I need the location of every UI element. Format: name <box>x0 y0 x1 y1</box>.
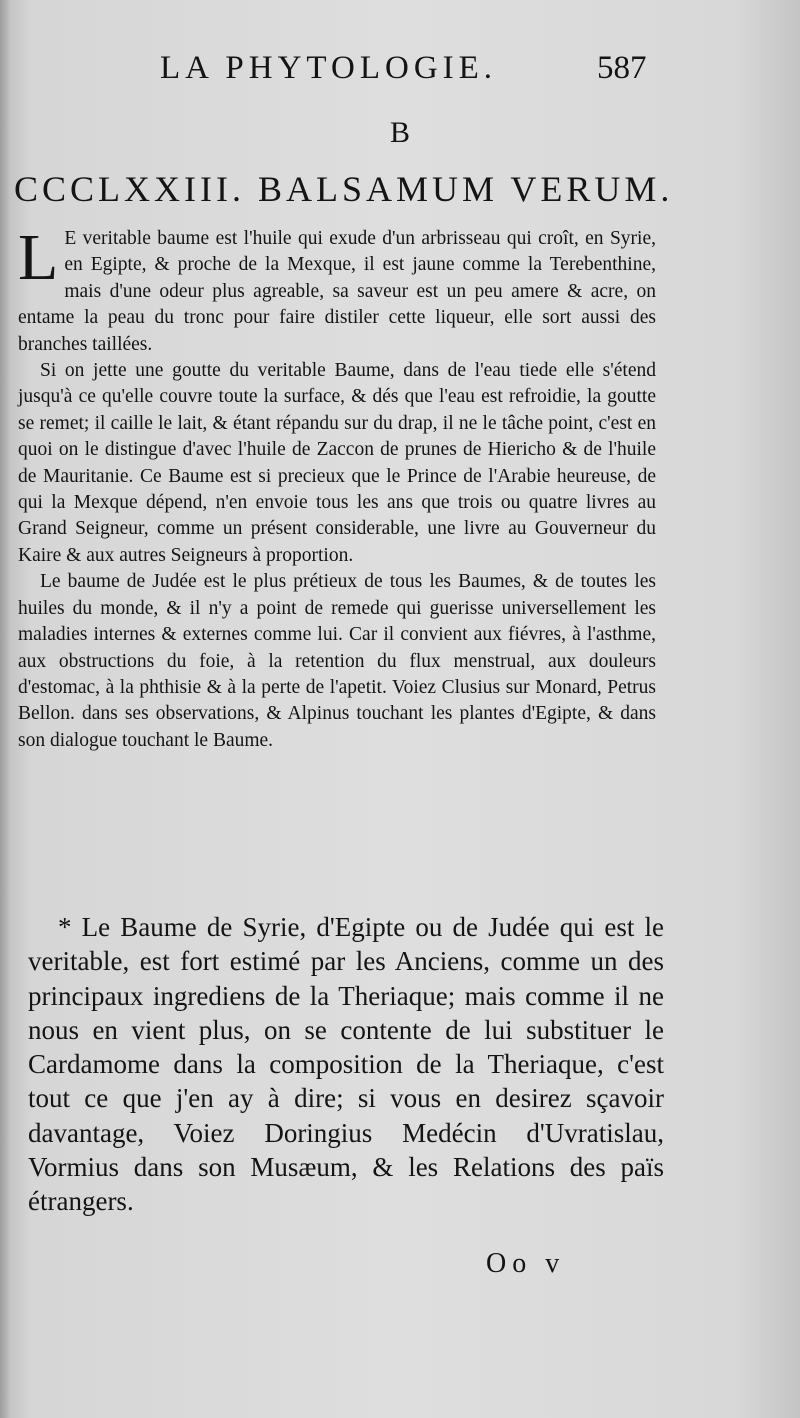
running-head <box>0 50 800 100</box>
paragraph-2: Si on jette une goutte du veritable Baume, dans de l'eau tiede elle s'étend jusqu'à ce qu'elle couvre toute la surface, & dés que l'eau est refroidie, la goutte se remet; il caille le lait, & étant répandu sur du drap, il ne le tâche point, c'est en quoi on le distingue d'avec l'huile de Zaccon de prunes de Hiericho & de l'huile de Mauritanie. Ce Baume est si precieux que le Prince de l'Arabie heureuse, de qui la Mexque dépend, n'en envoie tous les ans que trois ou quatre livres au Grand Seigneur, comme un présent considerable, une livre au Gouverneur du Kaire & aux autres Seigneurs à proportion. <box>18 360 656 566</box>
signature-mark: B <box>389 116 410 149</box>
paragraph-3: Le baume de Judée est le plus prétieux de tous les Baumes, & de toutes les huiles du monde, & il n'y a point de remede qui guerisse universellement les maladies internes & externes comme lui. Car il convient aux fiévres, à l'asthme, aux obstructions du foie, à la retention du flux menstrual, aux douleurs d'estomac, à la phthisie & à la perte de l'apetit. Voiez Clusius sur Monard, Petrus Bellon. dans ses observations, & Alpinus touchant les plantes d'Egipte, & dans son dialogue touchant le Baume. <box>18 571 656 751</box>
gutter-shadow <box>0 0 10 1418</box>
page-number: 587 <box>597 50 647 86</box>
annotation-paragraph: * Le Baume de Syrie, d'Egipte ou de Judée qui est le veritable, est fort estimé par les Anciens, comme un des principaux ingrediens de la Theriaque; mais comme il ne nous en vient plus, on se contente de lui substituer le Cardamome dans la composition de la Theriaque, c'est tout ce que j'en ay à dire; si vous en desirez sçavoir davantage, Voiez Doringius Medécin d'Uvratislau, Vormius dans son Musæum, & les Relations des païs étrangers. <box>28 912 664 1217</box>
chapter-title: CCCLXXIII. BALSAMUM VERUM. <box>14 169 674 209</box>
running-title: LA PHYTOLOGIE. <box>160 50 498 86</box>
main-text <box>18 221 656 754</box>
annotation-text <box>28 910 664 1219</box>
catchword: Oo v <box>486 1248 566 1279</box>
drop-cap: L <box>18 221 59 294</box>
paragraph-1-text: E veritable baume est l'huile qui exude d'un arbrisseau qui croît, en Syrie, en Egipte, & proche de la Mexque, il est jaune comme la Terebenthine, mais d'une odeur plus agreable, sa saveur est un peu amere & acre, on entame la peau du tronc pour faire distiler cette liqueur, elle sort aussi des branches taillées. <box>18 228 656 355</box>
paragraph-1 <box>18 221 656 358</box>
